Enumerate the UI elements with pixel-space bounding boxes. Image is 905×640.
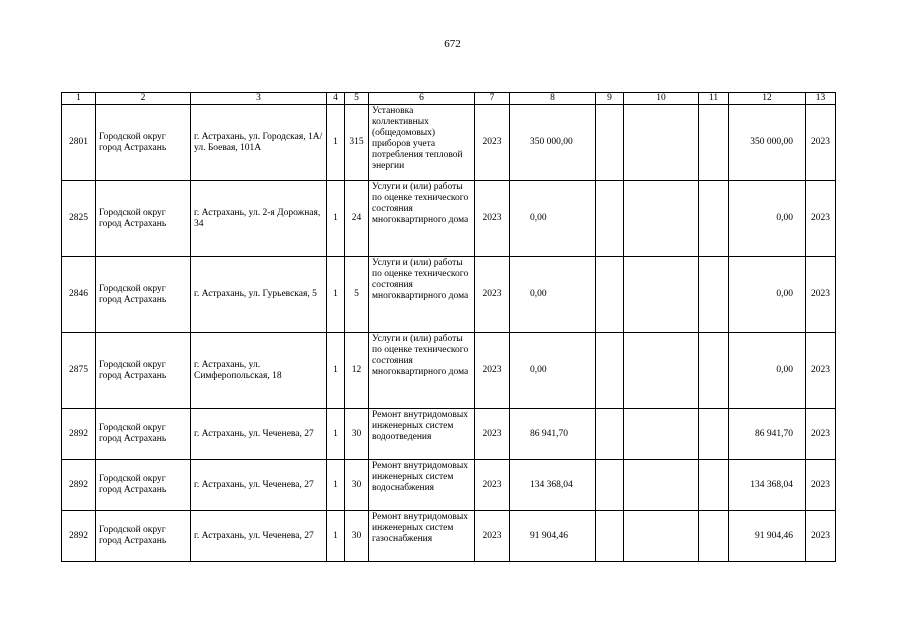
cell-year-end: 2023 <box>806 181 836 257</box>
cell-address: г. Астрахань, ул. Чеченева, 27 <box>191 511 327 562</box>
cell-municipality: Городской округ город Астрахань <box>96 333 191 409</box>
cell-address: г. Астрахань, ул. Гурьевская, 5 <box>191 257 327 333</box>
cell-total: 350 000,00 <box>729 105 806 181</box>
header-cell: 13 <box>806 93 836 105</box>
header-cell: 2 <box>96 93 191 105</box>
header-cell: 5 <box>345 93 369 105</box>
header-row <box>62 93 836 105</box>
header-cell: 4 <box>327 93 345 105</box>
cell-amount: 91 904,46 <box>510 511 596 562</box>
cell-municipality: Городской округ город Астрахань <box>96 105 191 181</box>
table-row <box>62 181 836 257</box>
cell-municipality: Городской округ город Астрахань <box>96 511 191 562</box>
cell-col5: 315 <box>345 105 369 181</box>
table-row <box>62 333 836 409</box>
cell-work-type: Установка коллективных (общедомовых) приборов учета потребления тепловой энергии <box>369 105 475 181</box>
cell-col5: 5 <box>345 257 369 333</box>
cell-col4: 1 <box>327 460 345 511</box>
cell-municipality: Городской округ город Астрахань <box>96 409 191 460</box>
cell-col4: 1 <box>327 105 345 181</box>
cell-work-type: Ремонт внутридомовых инженерных систем водоотведения <box>369 409 475 460</box>
page-number: 672 <box>444 38 461 50</box>
cell-col9 <box>596 257 624 333</box>
cell-col9 <box>596 333 624 409</box>
header-cell: 10 <box>624 93 699 105</box>
cell-number: 2825 <box>62 181 96 257</box>
cell-year: 2023 <box>475 409 510 460</box>
cell-col9 <box>596 409 624 460</box>
cell-work-type: Услуги и (или) работы по оценке технического состояния многоквартирного дома <box>369 257 475 333</box>
cell-col5: 24 <box>345 181 369 257</box>
cell-col9 <box>596 181 624 257</box>
cell-col4: 1 <box>327 257 345 333</box>
cell-total: 0,00 <box>729 333 806 409</box>
cell-number: 2892 <box>62 511 96 562</box>
table-row <box>62 460 836 511</box>
cell-year-end: 2023 <box>806 460 836 511</box>
cell-municipality: Городской округ город Астрахань <box>96 460 191 511</box>
cell-total: 0,00 <box>729 257 806 333</box>
cell-number: 2892 <box>62 460 96 511</box>
cell-municipality: Городской округ город Астрахань <box>96 181 191 257</box>
cell-amount: 350 000,00 <box>510 105 596 181</box>
cell-col4: 1 <box>327 181 345 257</box>
cell-col9 <box>596 105 624 181</box>
header-cell: 9 <box>596 93 624 105</box>
cell-col11 <box>699 409 729 460</box>
cell-number: 2846 <box>62 257 96 333</box>
cell-col10 <box>624 333 699 409</box>
cell-total: 91 904,46 <box>729 511 806 562</box>
cell-col11 <box>699 105 729 181</box>
cell-number: 2875 <box>62 333 96 409</box>
cell-amount: 86 941,70 <box>510 409 596 460</box>
cell-total: 134 368,04 <box>729 460 806 511</box>
cell-number: 2892 <box>62 409 96 460</box>
header-cell: 12 <box>729 93 806 105</box>
cell-municipality: Городской округ город Астрахань <box>96 257 191 333</box>
cell-col4: 1 <box>327 409 345 460</box>
header-cell: 7 <box>475 93 510 105</box>
table-row <box>62 511 836 562</box>
cell-address: г. Астрахань, ул. Чеченева, 27 <box>191 460 327 511</box>
cell-col11 <box>699 333 729 409</box>
cell-total: 86 941,70 <box>729 409 806 460</box>
header-cell: 3 <box>191 93 327 105</box>
cell-address: г. Астрахань, ул. Городская, 1А/ ул. Боевая, 101А <box>191 105 327 181</box>
cell-work-type: Ремонт внутридомовых инженерных систем водоснабжения <box>369 460 475 511</box>
cell-year-end: 2023 <box>806 511 836 562</box>
cell-col10 <box>624 460 699 511</box>
cell-col11 <box>699 257 729 333</box>
cell-col11 <box>699 181 729 257</box>
cell-address: г. Астрахань, ул. Чеченева, 27 <box>191 409 327 460</box>
cell-year-end: 2023 <box>806 105 836 181</box>
data-table <box>61 92 836 562</box>
cell-col9 <box>596 460 624 511</box>
cell-amount: 0,00 <box>510 257 596 333</box>
cell-year-end: 2023 <box>806 257 836 333</box>
cell-col11 <box>699 511 729 562</box>
cell-col5: 30 <box>345 511 369 562</box>
cell-total: 0,00 <box>729 181 806 257</box>
cell-col10 <box>624 257 699 333</box>
table-row <box>62 105 836 181</box>
cell-col5: 12 <box>345 333 369 409</box>
cell-col4: 1 <box>327 333 345 409</box>
cell-col10 <box>624 409 699 460</box>
cell-work-type: Услуги и (или) работы по оценке технического состояния многоквартирного дома <box>369 333 475 409</box>
cell-work-type: Ремонт внутридомовых инженерных систем газоснабжения <box>369 511 475 562</box>
cell-col5: 30 <box>345 409 369 460</box>
cell-year: 2023 <box>475 105 510 181</box>
table-row <box>62 409 836 460</box>
cell-col5: 30 <box>345 460 369 511</box>
cell-amount: 134 368,04 <box>510 460 596 511</box>
header-cell: 6 <box>369 93 475 105</box>
cell-year: 2023 <box>475 511 510 562</box>
cell-year: 2023 <box>475 333 510 409</box>
cell-year-end: 2023 <box>806 333 836 409</box>
cell-work-type: Услуги и (или) работы по оценке технического состояния многоквартирного дома <box>369 181 475 257</box>
header-cell: 8 <box>510 93 596 105</box>
cell-year-end: 2023 <box>806 409 836 460</box>
header-cell: 1 <box>62 93 96 105</box>
cell-year: 2023 <box>475 181 510 257</box>
cell-col9 <box>596 511 624 562</box>
cell-address: г. Астрахань, ул. 2-я Дорожная, 34 <box>191 181 327 257</box>
cell-col10 <box>624 511 699 562</box>
cell-col11 <box>699 460 729 511</box>
table-row <box>62 257 836 333</box>
cell-number: 2801 <box>62 105 96 181</box>
cell-col10 <box>624 105 699 181</box>
cell-amount: 0,00 <box>510 181 596 257</box>
cell-year: 2023 <box>475 257 510 333</box>
cell-address: г. Астрахань, ул. Симферопольская, 18 <box>191 333 327 409</box>
header-cell: 11 <box>699 93 729 105</box>
cell-year: 2023 <box>475 460 510 511</box>
cell-amount: 0,00 <box>510 333 596 409</box>
cell-col4: 1 <box>327 511 345 562</box>
cell-col10 <box>624 181 699 257</box>
